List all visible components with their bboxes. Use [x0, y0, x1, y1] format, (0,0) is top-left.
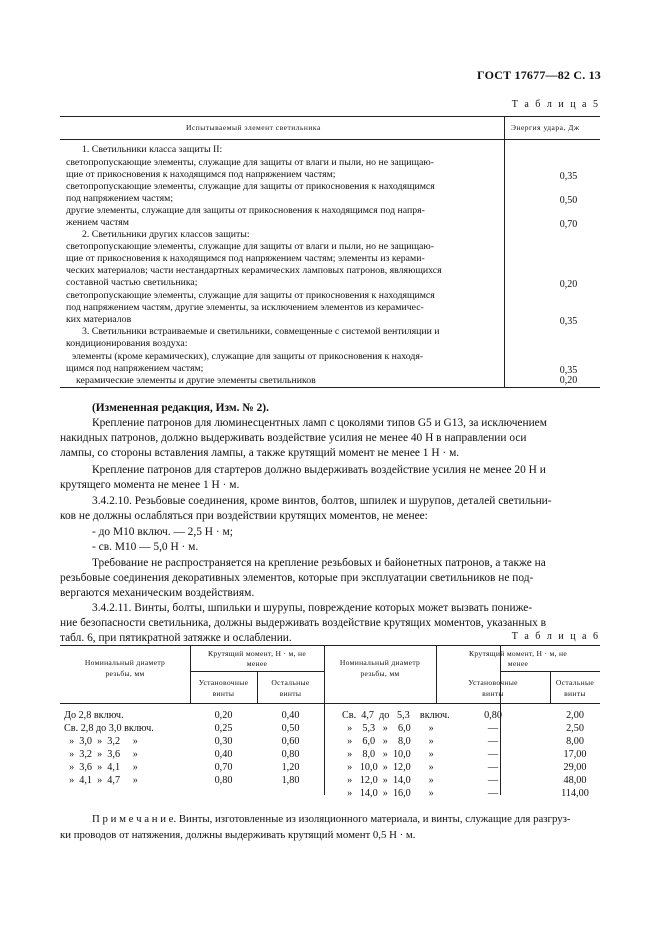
table5-row: составной частью светильника; — [66, 277, 198, 288]
paragraph-line: вергаются механическим воздействиям. — [60, 587, 255, 599]
table6-header-other-screws: винты — [279, 689, 302, 698]
table6-header-other-screws: винты — [564, 689, 586, 698]
table6-header-torque: Крутящий момент, Н · м, не — [468, 649, 568, 658]
table5-row: светопропускающие элементы, служащие для защиты от влаги и пыли, но не защищаю- — [66, 157, 434, 168]
paragraph-line: Крепление патронов для стартеров должно выдерживать воздействие усилия не менее 20 Н и — [92, 464, 546, 476]
table6-set-cell: — — [487, 775, 499, 786]
table5-row: 3. Светильники встраиваемые и светильники, совмещенные с системой вентиляции и — [82, 326, 440, 337]
paragraph-line: 3.4.2.10. Резьбовые соединения, кроме винтов, болтов, шпилек и шурупов, деталей светильни- — [92, 495, 552, 507]
paragraph-line: Требование не распространяется на крепление резьбовых и байонетных патронов, а также на — [92, 557, 546, 569]
table6-other-cell: 0,80 — [281, 749, 300, 760]
table5-value: 0,20 — [559, 279, 578, 290]
table6-diameter-cell: До 2,8 включ. — [64, 710, 124, 721]
table6-set-cell: 0,20 — [214, 710, 233, 721]
table5-row: керамические элементы и другие элементы светильников — [76, 375, 316, 386]
table6-diameter-cell: » 3,2 » 3,6 » — [64, 749, 138, 760]
table6-header-torque: менее — [507, 659, 529, 668]
table6-caption: Т а б л и ц а 6 — [511, 631, 600, 642]
table5-value: 0,35 — [559, 316, 578, 327]
table5-row: светопропускающие элементы, служащие для защиты от прикосновения к находящимся — [66, 181, 435, 192]
paragraph-line: крутящего момента не менее 1 Н · м. — [60, 479, 240, 491]
table6-set-cell: — — [487, 736, 499, 747]
table6-header-diameter: резьбы, мм — [105, 669, 145, 678]
table6-set-cell: 0,25 — [214, 723, 233, 734]
paragraph-line: накидных патронов, должно выдерживать воздействие усилия не менее 40 Н в направлении оси — [60, 432, 527, 444]
table6-set-cell: — — [487, 749, 499, 760]
table6-diameter-cell: Св. 2,8 до 3,0 включ. — [64, 723, 154, 734]
table6-diameter-cell: » 3,6 » 4,1 » — [64, 762, 138, 773]
table6-header-set-screws: винты — [212, 689, 235, 698]
table5-col-element: Испытываемый элемент светильника — [186, 123, 321, 132]
table6-set-cell: — — [487, 788, 499, 799]
table6-set-cell: — — [487, 762, 499, 773]
table5-value: 0,35 — [559, 365, 578, 376]
table5-row: щие от прикосновения к находящимся под напряжением частям; — [66, 169, 336, 180]
paragraph-line: резьбовые соединения декоративных элементов, которые при эксплуатации светильников не под- — [60, 572, 534, 584]
table6-header-set-screws: Установочные — [468, 678, 518, 687]
table6-other-cell: 0,60 — [281, 736, 300, 747]
table5-row: жением частям — [66, 217, 129, 228]
table5-value: 0,20 — [559, 375, 578, 386]
table5-row: светопропускающие элементы, служащие для защиты от прикосновения к находящимся — [66, 290, 435, 301]
list-item: - св. М10 — 5,0 Н · м. — [92, 541, 199, 553]
table5-col-energy: Энергия удара, Дж — [511, 123, 580, 132]
table-6 — [60, 645, 600, 799]
paragraph-line: ков не должны ослабляться при воздействии крутящих моментов, не менее: — [60, 510, 428, 522]
table6-set-cell: 0,70 — [214, 762, 233, 773]
table5-value: 0,50 — [559, 195, 578, 206]
table6-other-cell: 17,00 — [563, 749, 587, 760]
table5-row: элементы (кроме керамических), служащие для защиты от прикосновения к находя- — [72, 351, 424, 362]
table6-header-set-screws: винты — [482, 689, 504, 698]
table6-diameter-cell: » 8,0 » 10,0 » — [342, 749, 434, 760]
table6-other-cell: 1,80 — [281, 775, 300, 786]
page-header: ГОСТ 17677—82 С. 13 — [477, 68, 601, 82]
table6-other-cell: 2,00 — [566, 710, 584, 721]
table6-header-diameter: резьбы, мм — [360, 669, 400, 678]
table6-diameter-cell: » 10,0 » 12,0 » — [342, 762, 434, 773]
table6-note: П р и м е ч а н и е. Винты, изготовленные из изоляционного материала, и винты, служащие для разгруз- — [92, 813, 571, 825]
table-5 — [60, 116, 600, 388]
table6-other-cell: 0,50 — [281, 723, 300, 734]
table6-header-set-screws: Установочные — [198, 678, 249, 687]
table6-diameter-cell: » 6,0 » 8,0 » — [342, 736, 434, 747]
paragraph-line: Крепление патронов для люминесцентных ламп с цоколями типов G5 и G13, за исключением — [92, 417, 547, 429]
table5-row: щие от прикосновения к находящимся под напряжением частям; элементы из керами- — [66, 253, 425, 264]
table6-note: ки проводов от натяжения, должны выдерживать крутящий момент 0,5 Н · м. — [60, 829, 416, 841]
paragraph-line: лампы, со стороны вставления лампы, а также крутящий момент не менее 1 Н · м. — [60, 447, 460, 459]
list-item: - до М10 включ. — 2,5 Н · м; — [92, 526, 233, 538]
table6-diameter-cell: » 3,0 » 3,2 » — [64, 736, 138, 747]
table6-header-torque: менее — [246, 659, 268, 668]
table5-row: под напряжением частям, другие элементы, за исключением элементов из керамичес- — [66, 302, 424, 313]
table6-diameter-cell: » 4,1 » 4,7 » — [64, 775, 138, 786]
table5-row: кондиционирования воздуха: — [66, 338, 188, 349]
table6-diameter-cell: » 14,0 » 16,0 » — [342, 788, 434, 799]
table5-row: под напряжением частям; — [66, 193, 174, 204]
table6-set-cell: — — [487, 723, 499, 734]
table6-other-cell: 8,00 — [566, 736, 584, 747]
table6-other-cell: 0,40 — [281, 710, 300, 721]
table5-row: 1. Светильники класса защиты II: — [82, 144, 223, 155]
table6-other-cell: 1,20 — [281, 762, 300, 773]
table6-other-cell: 48,00 — [563, 775, 587, 786]
table5-value: 0,35 — [559, 171, 578, 182]
table5-row: ких материалов — [66, 314, 132, 325]
table5-row: 2. Светильники других классов защиты: — [82, 229, 250, 240]
table6-header-other-screws: Остальные — [555, 678, 595, 687]
table5-row: ческих материалов; части нестандартных керамических ламповых патронов, являющихся — [66, 265, 442, 276]
table6-header-torque: Крутящий момент, Н · м, не — [207, 649, 307, 658]
table6-diameter-cell: » 5,3 » 6,0 » — [342, 723, 434, 734]
change-note: (Измененная редакция, Изм. № 2). — [92, 402, 269, 414]
table6-other-cell: 2,50 — [566, 723, 584, 734]
table5-row: светопропускающие элементы, служащие для защиты от влаги и пыли, но не защищаю- — [66, 241, 434, 252]
table5-row: щимся под напряжением частям; — [66, 363, 204, 374]
table6-diameter-cell: Св. 4,7 до 5,3 включ. — [342, 710, 450, 721]
table6-header-diameter: Номинальный диаметр — [339, 658, 421, 667]
table6-other-cell: 29,00 — [563, 762, 587, 773]
paragraph-line: табл. 6, при пятикратной затяжке и ослаблении. — [60, 632, 292, 644]
table6-set-cell: 0,80 — [484, 710, 502, 721]
paragraph-line: ние безопасности светильника, должны выдерживать воздействие крутящих моментов, указанных в — [60, 617, 547, 629]
paragraph-line: 3.4.2.11. Винты, болты, шпильки и шурупы, повреждение которых может вызвать пониже- — [92, 602, 533, 614]
table6-diameter-cell: » 12,0 » 14,0 » — [342, 775, 434, 786]
table6-set-cell: 0,80 — [214, 775, 233, 786]
table6-other-cell: 114,00 — [561, 788, 589, 799]
table6-set-cell: 0,30 — [214, 736, 233, 747]
table6-header-diameter: Номинальный диаметр — [84, 658, 166, 667]
table5-row: другие элементы, служащие для защиты от прикосновения к находящимся под напря- — [66, 205, 425, 216]
table6-set-cell: 0,40 — [214, 749, 233, 760]
table6-header-other-screws: Остальные — [271, 678, 310, 687]
table5-value: 0,70 — [559, 219, 578, 230]
table5-caption: Т а б л и ц а 5 — [511, 99, 600, 110]
